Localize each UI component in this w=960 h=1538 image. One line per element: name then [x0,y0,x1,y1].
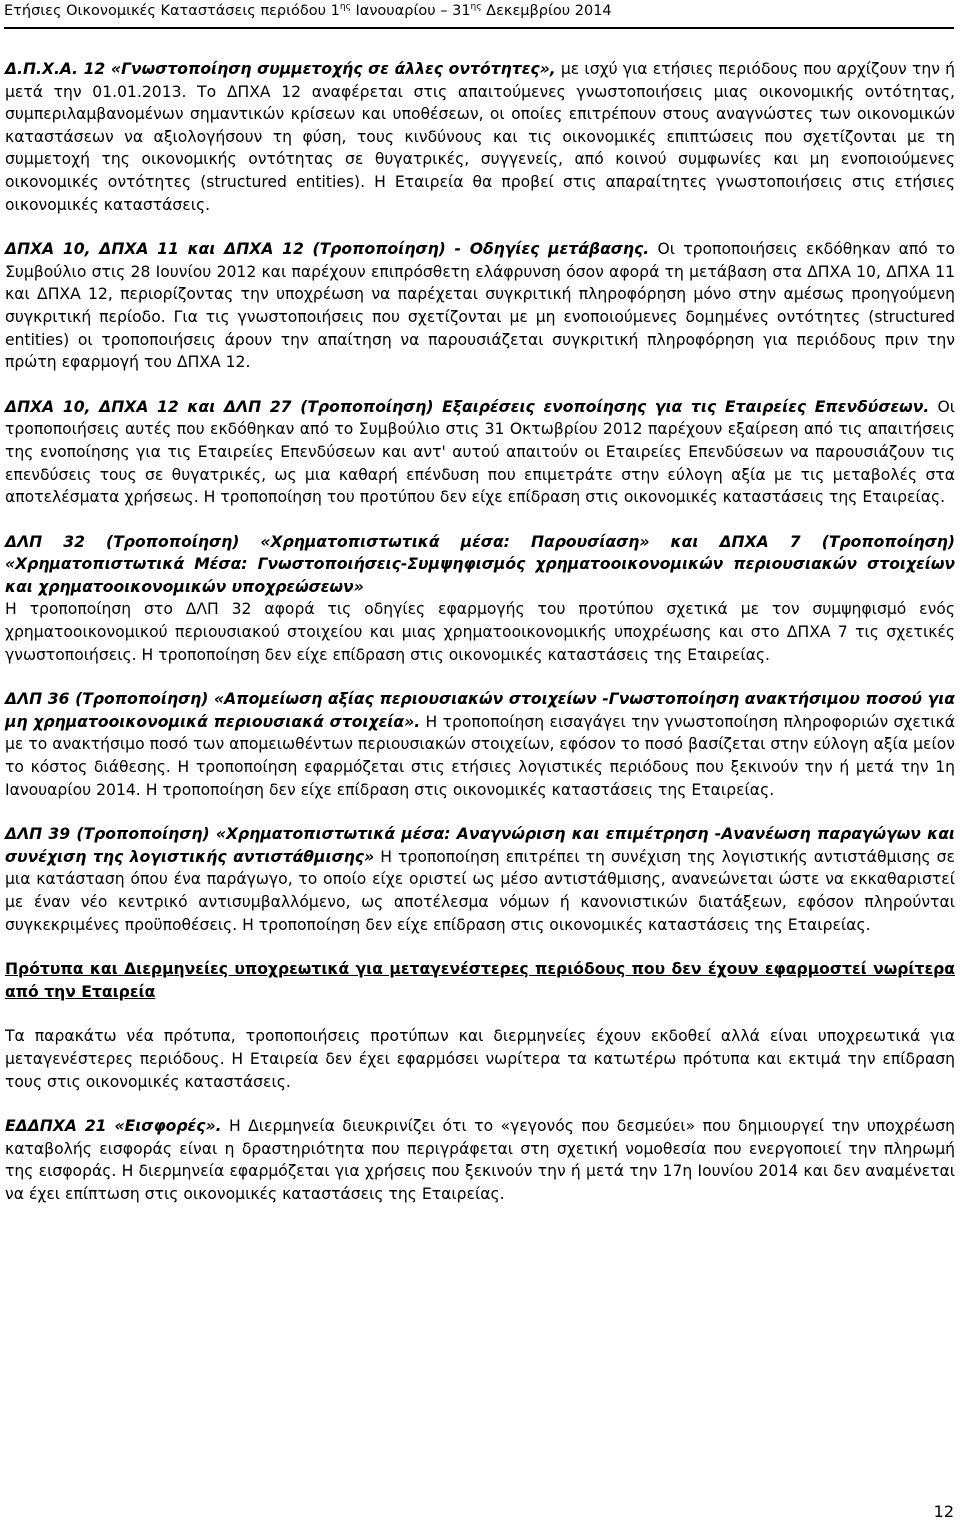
section-heading: ΔΠΧΑ 10, ΔΠΧΑ 12 και ΔΛΠ 27 (Τροποποίηση) Εξαιρέσεις ενοποίησης για τις Εταιρείες Επενδύσεων. [5,397,930,416]
section-body: Η τροποποίηση εισαγάγει την γνωστοποίηση πληροφοριών σχετικά με το ανακτήσιμο ποσό των απομειωθέντων περιουσιακών στοιχείων, εφόσον το ποσό βασίζεται στην εύλογη αξία μείον το κόστος διάθεσης. Η τροποποίηση εφαρμόζεται στις ετήσιες λογιστικές περιόδους που ξεκινούν την ή μετά την 1η Ιανουαρίου 2014. Η τροποποίηση δεν είχε επίδραση στις οικονομικές καταστάσεις της Εταιρείας. [5,712,955,799]
section-body: Οι τροποποιήσεις εκδόθηκαν από το Συμβούλιο στις 28 Ιουνίου 2012 και παρέχουν επιπρόσθετη ελάφρυνση όσον αφορά τη μετάβαση στα ΔΠΧΑ 10, ΔΠΧΑ 11 και ΔΠΧΑ 12, περιορίζοντας την υποχρέωση να παρέχεται συγκριτική πληροφόρηση μόνο στην αμέσως προηγούμενη συγκριτική περίοδο. Για τις γνωστοποιήσεις που σχετίζονται με μη ενοποιούμενες δομημένες οντότητες (structured entities) οι τροποποιήσεις άρουν την απαίτηση να παρουσιάζεται συγκριτική πληροφόρηση για περιόδους πριν την πρώτη εφαρμογή του ΔΠΧΑ 12. [5,240,955,372]
section-investment-entities [5,396,955,509]
section-heading: ΔΛΠ 32 (Τροποποίηση) «Χρηματοπιστωτικά μέσα: Παρουσίαση» και ΔΠΧΑ 7 (Τροποποίηση) «Χρηματοπιστωτικά Μέσα: Γνωστοποιήσεις-Συμψηφισμός χρηματοοικονομικών περιουσιακών στοιχείων και χρηματοοικονομικών υποχρεώσεων» [5,532,955,596]
page-number: 12 [933,1502,954,1521]
section-dlp36 [5,688,955,801]
section-transition [5,238,955,374]
section-heading: ΔΛΠ 39 (Τροποποίηση) «Χρηματοπιστωτικά μέσα: Αναγνώριση και επιμέτρηση -Ανανέωση παραγώγων και συνέχιση της λογιστικής αντιστάθμισης» [5,825,955,866]
section-heading: ΕΔΔΠΧΑ 21 «Εισφορές». [5,1117,222,1136]
header-sup1: ης [339,2,351,13]
section-heading: Δ.Π.Χ.Α. 12 «Γνωστοποίηση συμμετοχής σε άλλες οντότητες», [5,60,556,78]
section-heading: Πρότυπα και Διερμηνείες υποχρεωτικά για μεταγενέστερες περιόδους που δεν έχουν εφαρμοστεί νωρίτερα από την Εταιρεία [5,960,955,1001]
section-body: Η τροποποίηση στο ΔΛΠ 32 αφορά τις οδηγίες εφαρμογής του προτύπου σχετικά με τον συμψηφισμό ενός χρηματοοικονομικού περιουσιακού στοιχείου και μιας χρηματοοικονομικής υποχρέωσης και στο ΔΠΧΑ 7 τις σχετικές γνωστοποιήσεις. Η τροποποίηση δεν είχε επίδραση στις οικονομικές καταστάσεις της Εταιρείας. [5,600,955,664]
section-not-yet-effective-body [5,1025,955,1093]
section-dpxa12 [5,58,955,216]
header-title-part2: Ιανουαρίου – 31 [350,3,471,19]
header-title-part3: Δεκεμβρίου 2014 [481,3,612,19]
section-body: Η τροποποίηση επιτρέπει τη συνέχιση της λογιστικής αντιστάθμισης σε μια κατάσταση όπου ένα παράγωγο, το οποίο είχε οριστεί ως μέσο αντιστάθμισης, ανανεώνεται ώστε να εκκαθαριστεί με έναν νέο κεντρικό αντισυμβαλλόμενο, ως αποτέλεσμα νόμων ή κανονιστικών διατάξεων, εφόσον πληρούνται συγκεκριμένες προϋποθέσεις. Η τροποποίηση δεν είχε επίδραση στις οικονομικές καταστάσεις της Εταιρείας. [5,847,955,934]
section-heading: ΔΠΧΑ 10, ΔΠΧΑ 11 και ΔΠΧΑ 12 (Τροποποίηση) - Οδηγίες μετάβασης. [5,240,650,259]
section-edpxa21 [5,1115,955,1205]
header-title-part1: Ετήσιες Οικονομικές Καταστάσεις περιόδου 1 [4,3,340,19]
section-dlp39 [5,823,955,936]
header-divider [4,27,954,29]
section-not-yet-effective-heading [5,958,955,1003]
section-body: με ισχύ για ετήσιες περιόδους που αρχίζουν την ή μετά την 01.01.2013. Το ΔΠΧΑ 12 αναφέρεται στις απαιτούμενες γνωστοποιήσεις μιας οικονομικής οντότητας, συμπεριλαμβανομένων σημαντικών κρίσεων και υποθέσεων, οι οποίες επιτρέπουν στους αναγνώστες των οικονομικών καταστάσεων να αξιολογήσουν τη φύση, τους κινδύνους και τις οικονομικές επιπτώσεις που σχετίζονται με τη συμμετοχή της οικονομικής οντότητας σε θυγατρικές, συγγενείς, από κοινού συμφωνίες και μη ενοποιούμενες οικονομικές οντότητες (structured entities). Η Εταιρεία θα προβεί στις απαραίτητες γνωστοποιήσεις στις ετήσιες οικονομικές καταστάσεις. [5,60,956,214]
header-sup2: ης [470,2,482,13]
section-dlp32 [5,531,955,667]
document-body [5,58,955,1228]
page-header [4,2,944,20]
section-body: Η Διερμηνεία διευκρινίζει ότι το «γεγονός που δεσμεύει» που δημιουργεί την υποχρέωση καταβολής εισφοράς είναι η δραστηριότητα που περιγράφεται στη σχετική νομοθεσία που ενεργοποιεί την πληρωμή της εισφοράς. Η διερμηνεία εφαρμόζεται για χρήσεις που ξεκινούν την ή μετά την 17η Ιουνίου 2014 και δεν αναμένεται να έχει επίπτωση στις οικονομικές καταστάσεις της Εταιρείας. [5,1117,955,1203]
section-body: Οι τροποποιήσεις αυτές που εκδόθηκαν από το Συμβούλιο στις 31 Οκτωβρίου 2012 παρέχουν εξαίρεση από τις απαιτήσεις της ενοποίησης για τις Εταιρείες Επενδύσεων και αντ' αυτού απαιτούν οι Εταιρείες Επενδύσεων να παρουσιάζουν τις επενδύσεις τους σε θυγατρικές, ως μια καθαρή επένδυση που επιμετράτε στην εύλογη αξία με τις μεταβολές στα αποτελέσματα χρήσεως. Η τροποποίηση του προτύπου δεν είχε επίδραση στις οικονομικές καταστάσεις της Εταιρείας. [5,397,955,507]
section-body: Τα παρακάτω νέα πρότυπα, τροποποιήσεις προτύπων και διερμηνείες έχουν εκδοθεί αλλά είναι υποχρεωτικά για μεταγενέστερες περιόδους. Η Εταιρεία δεν έχει εφαρμόσει νωρίτερα τα κατωτέρω πρότυπα και εκτιμά την επίδραση τους στις οικονομικές καταστάσεις. [5,1027,955,1091]
section-heading: ΔΛΠ 36 (Τροποποίηση) «Απομείωση αξίας περιουσιακών στοιχείων -Γνωστοποίηση ανακτήσιμου ποσού για μη χρηματοοικονομικά περιουσιακά στοιχεία». [5,690,955,731]
